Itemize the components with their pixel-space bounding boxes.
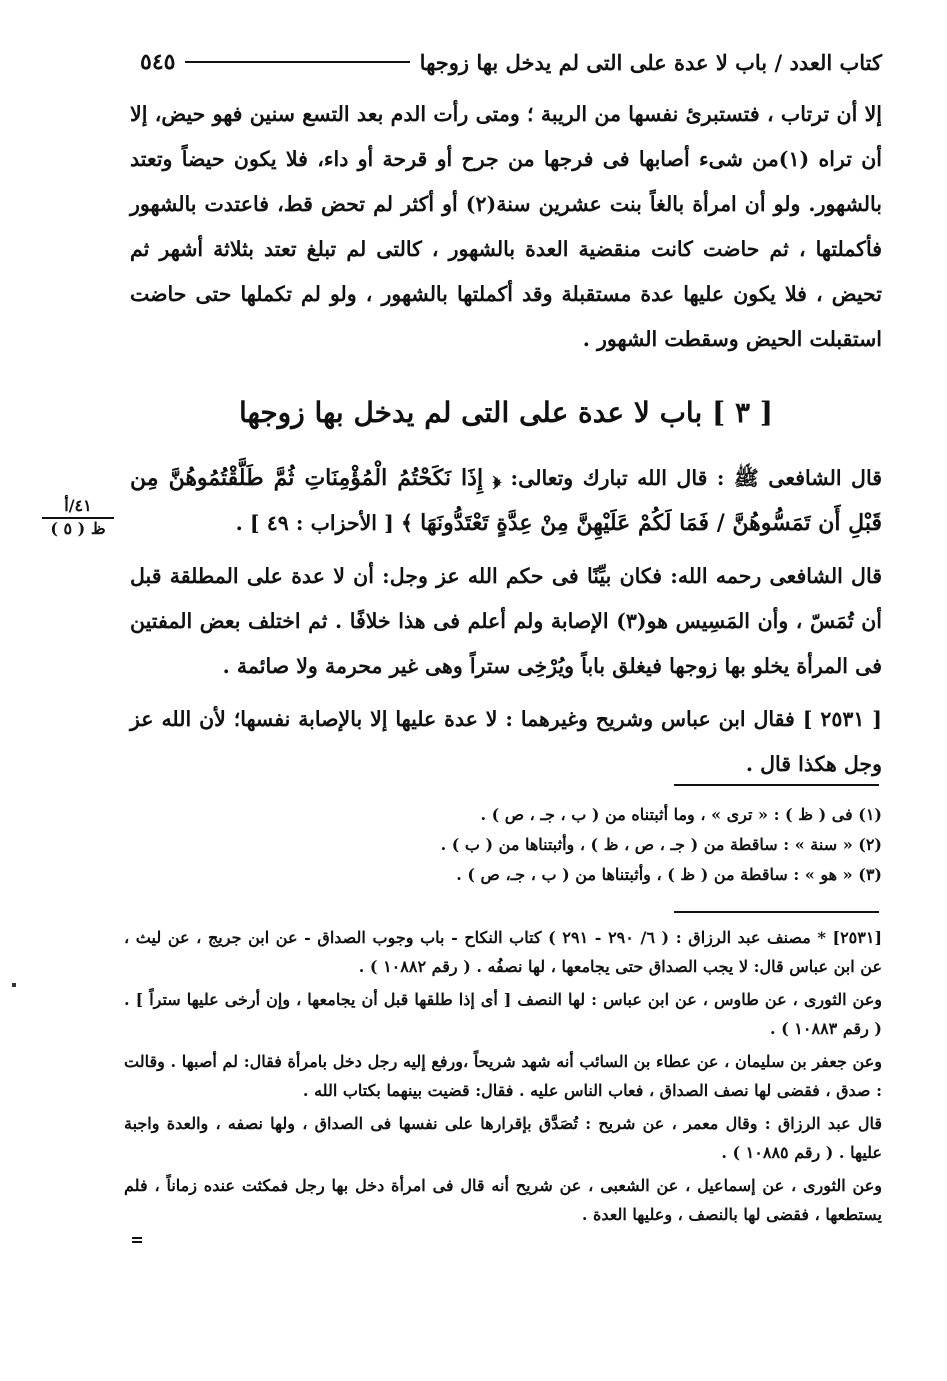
takhrij-entry: وعن جعفر بن سليمان ، عن عطاء بن السائب أنه شهد شريحاً ،ورفع إليه رجل دخل بامرأة فقال: لم أصبها . وقالت : صدق ، فقضى لها نصف الصداق ، فعاب الناس عليه . فقال: قضيت بينهما بكتاب الله . bbox=[124, 1052, 883, 1100]
footnote-divider bbox=[674, 784, 879, 786]
page-number: ٥٤٥ bbox=[140, 49, 176, 75]
quote-lead: قال الشافعى ﷺ : قال الله تبارك وتعالى: ﴿ bbox=[492, 466, 882, 490]
margin-folio: ٤١/أ bbox=[42, 496, 114, 519]
takhrij-divider bbox=[674, 911, 879, 913]
margin-manuscript: ظ ( ٥ ) bbox=[50, 519, 106, 538]
header-rule bbox=[185, 61, 409, 63]
takhrij-entry: وعن الثورى ، عن إسماعيل ، عن الشعبى ، عن شريح أنه قال فى امرأة دخل بها رجل فمكثت عنده زماناً ، فلم يستطعها ، فقضى لها بالنصف ، وعليها العدة . bbox=[124, 1176, 882, 1224]
takhrij-entry: [٢٥٣١] * مصنف عبد الرزاق : ( ٦/ ٢٩٠ - ٢٩١ ) كتاب النكاح - باب وجوب الصداق - عن ابن جريج ، عن ليث ، عن ابن عباس قال: لا يجب الصداق حتى يجامعها ، لها نصفُه . ( رقم ١٠٨٨٢ ) . bbox=[124, 928, 883, 976]
footnotes bbox=[130, 800, 882, 890]
quran-verse: إِذَا نَكَحْتُمُ الْمُؤْمِنَاتِ ثُمَّ طَلَّقْتُمُوهُنَّ مِن قَبْلِ أَن تَمَسُّوهُنَّ / فَمَا لَكُمْ عَلَيْهِنَّ مِنْ عِدَّةٍ تَعْتَدُّونَهَا bbox=[130, 465, 882, 536]
section-heading: [ ٣ ] باب لا عدة على التى لم يدخل بها زوجها bbox=[238, 396, 774, 429]
manuscript-margin-note bbox=[42, 496, 114, 538]
end-separator-mark bbox=[132, 1237, 142, 1243]
footnote-2: (٢) « سنة » : ساقطة من ( جـ ، ص ، ظ ) ، وأثبتناها من ( ب ) . bbox=[440, 835, 882, 854]
takhrij-notes bbox=[124, 924, 882, 1234]
scan-speck bbox=[12, 983, 16, 987]
takhrij-entry: وعن الثورى ، عن طاوس ، عن ابن عباس : لها النصف [ أى إذا طلقها قبل أن يجامعها ، وإن أرخى عليها ستراً ] . ( رقم ١٠٨٨٣ ) . bbox=[124, 990, 882, 1038]
header-title: كتاب العدد / باب لا عدة على التى لم يدخل بها زوجها bbox=[419, 49, 882, 75]
footnote-3: (٣) « هو » : ساقطة من ( ظ ) ، وأثبتناها من ( ب ، جـ، ص ) . bbox=[456, 865, 882, 884]
verse-reference: ﴾ [ الأحزاب : ٤٩ ] . bbox=[235, 511, 413, 535]
running-header bbox=[140, 44, 882, 80]
section-body bbox=[130, 456, 882, 795]
takhrij-entry: قال عبد الرزاق : وقال معمر ، عن شريح : تُصَدَّق بإقرارها على نفسها فى الصداق ، ولها نصفه ، والعدة واجبة عليها . ( رقم ١٠٨٨٥ ) . bbox=[124, 1114, 883, 1162]
narration-paragraph: [ ٢٥٣١ ] فقال ابن عباس وشريح وغيرهما : لا عدة عليها إلا بالإصابة نفسها؛ لأن الله عز وجل هكذا قال . bbox=[130, 707, 882, 776]
main-paragraph: إلا أن ترتاب ، فتستبرئ نفسها من الريبة ؛ ومتى رأت الدم بعد التسع سنين فهو حيض، إلا أن تراه (١)من شىء أصابها فى فرجها من جرح أو قرحة أو داء، فلا يكون حيضاً وتعتد بالشهور. ولو أن امرأة بالغاً بنت عشرين سنة(٢) أو أكثر لم تحض قط، فاعتدت بالشهور فأكملتها ، ثم حاضت كانت منقضية العدة بالشهور ، كالتى لم تبلغ تعتد بثلاثة أشهر ثم تحيض ، فلا يكون عليها عدة مستقبلة وقد أكملتها بالشهور ، ولو لم تكملها حتى حاضت استقبلت الحيض وسقطت الشهور . bbox=[130, 102, 882, 351]
shafii-quote-paragraph bbox=[130, 456, 882, 546]
footnote-1: (١) فى ( ظ ) : « ترى » ، وما أثبتناه من ( ب ، جـ ، ص ) . bbox=[480, 805, 882, 824]
ruling-paragraph: قال الشافعى رحمه الله: فكان بيِّنًا فى حكم الله عز وجل: أن لا عدة على المطلقة قبل أن تُمَسّ ، وأن المَسِيس هو(٣) الإصابة ولم أعلم فى هذا خلافًا . ثم اختلف بعض المفتين فى المرأة يخلو بها زوجها فيغلق باباً ويُرْخِى ستراً وهى غير محرمة ولا صائمة . bbox=[130, 564, 883, 678]
